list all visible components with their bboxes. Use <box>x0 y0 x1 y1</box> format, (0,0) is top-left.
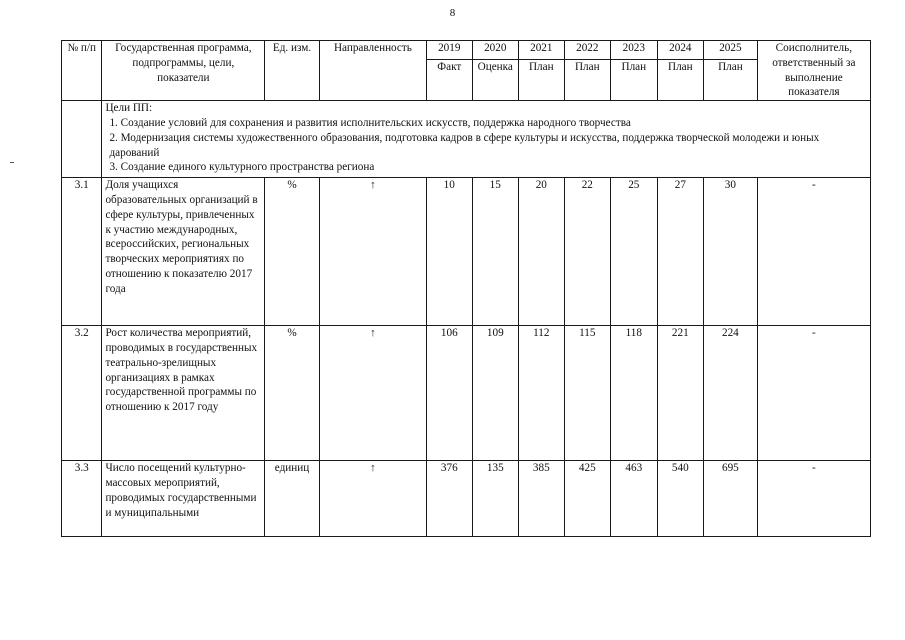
row-name: Доля учащихся образовательных организаций в сфере культуры, привлеченных к участию международных, всероссийских, региональных творческих мероприятиях по отношению к показателю 2017 года <box>102 178 265 326</box>
header-year: 2023 <box>611 41 658 60</box>
row-value: 224 <box>704 326 758 461</box>
row-value: 221 <box>657 326 704 461</box>
row-value: 540 <box>657 461 704 537</box>
goals-num-cell <box>62 101 102 178</box>
goal-item: 2. Модернизация системы художественного образования, подготовка кадров в сфере культуры и искусства, поддержка творческой молодежи и юных дарований <box>109 131 820 159</box>
row-unit: единиц <box>265 461 320 537</box>
row-value: 385 <box>519 461 565 537</box>
goals-title: Цели ПП: <box>105 102 153 115</box>
header-year: 2019 <box>427 41 473 60</box>
row-value: 27 <box>657 178 704 326</box>
row-value: 15 <box>472 178 519 326</box>
row-direction-arrow: ↑ <box>319 461 426 537</box>
margin-mark <box>10 162 14 163</box>
header-year-type: План <box>611 60 658 101</box>
header-year: 2025 <box>704 41 758 60</box>
row-value: 20 <box>519 178 565 326</box>
indicators-table <box>61 40 871 537</box>
row-direction-arrow: ↑ <box>319 178 426 326</box>
row-value: 112 <box>519 326 565 461</box>
header-num: № п/п <box>62 41 102 101</box>
row-num: 3.1 <box>62 178 102 326</box>
row-value: 10 <box>427 178 473 326</box>
header-year-type: План <box>519 60 565 101</box>
row-coexecutor: - <box>757 178 870 326</box>
table-row <box>62 326 871 461</box>
row-value: 25 <box>611 178 658 326</box>
row-num: 3.3 <box>62 461 102 537</box>
header-year-type: План <box>704 60 758 101</box>
goal-item: 3. Создание единого культурного пространства региона <box>109 161 375 174</box>
header-year-type: Оценка <box>472 60 519 101</box>
goals-cell <box>102 101 871 178</box>
row-value: 115 <box>564 326 611 461</box>
header-unit: Ед. изм. <box>265 41 320 101</box>
row-value: 109 <box>472 326 519 461</box>
header-year-type: Факт <box>427 60 473 101</box>
row-name: Число посещений культурно-массовых мероприятий, проводимых государственными и муниципальными <box>102 461 265 537</box>
header-year: 2020 <box>472 41 519 60</box>
page-number: 8 <box>449 7 456 19</box>
row-value: 425 <box>564 461 611 537</box>
header-row-years <box>62 41 871 60</box>
header-name: Государственная программа, подпрограммы, цели, показатели <box>102 41 265 101</box>
row-value: 118 <box>611 326 658 461</box>
row-value: 695 <box>704 461 758 537</box>
header-year-type: План <box>564 60 611 101</box>
goals-row <box>62 101 871 178</box>
row-value: 30 <box>704 178 758 326</box>
row-value: 376 <box>427 461 473 537</box>
row-unit: % <box>265 178 320 326</box>
row-value: 22 <box>564 178 611 326</box>
row-value: 463 <box>611 461 658 537</box>
row-direction-arrow: ↑ <box>319 326 426 461</box>
header-year: 2021 <box>519 41 565 60</box>
row-value: 106 <box>427 326 473 461</box>
table-row <box>62 178 871 326</box>
row-unit: % <box>265 326 320 461</box>
row-name: Рост количества мероприятий, проводимых в государственных театрально-зрелищных организациях в рамках государственной программы по отношению к 2017 году <box>102 326 265 461</box>
table-row <box>62 461 871 537</box>
header-year: 2024 <box>657 41 704 60</box>
row-coexecutor: - <box>757 326 870 461</box>
header-direction: Направленность <box>319 41 426 101</box>
row-value: 135 <box>472 461 519 537</box>
row-coexecutor: - <box>757 461 870 537</box>
header-coexecutor: Соисполнитель, ответственный за выполнение показателя <box>757 41 870 101</box>
header-year-type: План <box>657 60 704 101</box>
header-year: 2022 <box>564 41 611 60</box>
goal-item: 1. Создание условий для сохранения и развития исполнительских искусств, поддержка народного творчества <box>109 116 631 129</box>
row-num: 3.2 <box>62 326 102 461</box>
